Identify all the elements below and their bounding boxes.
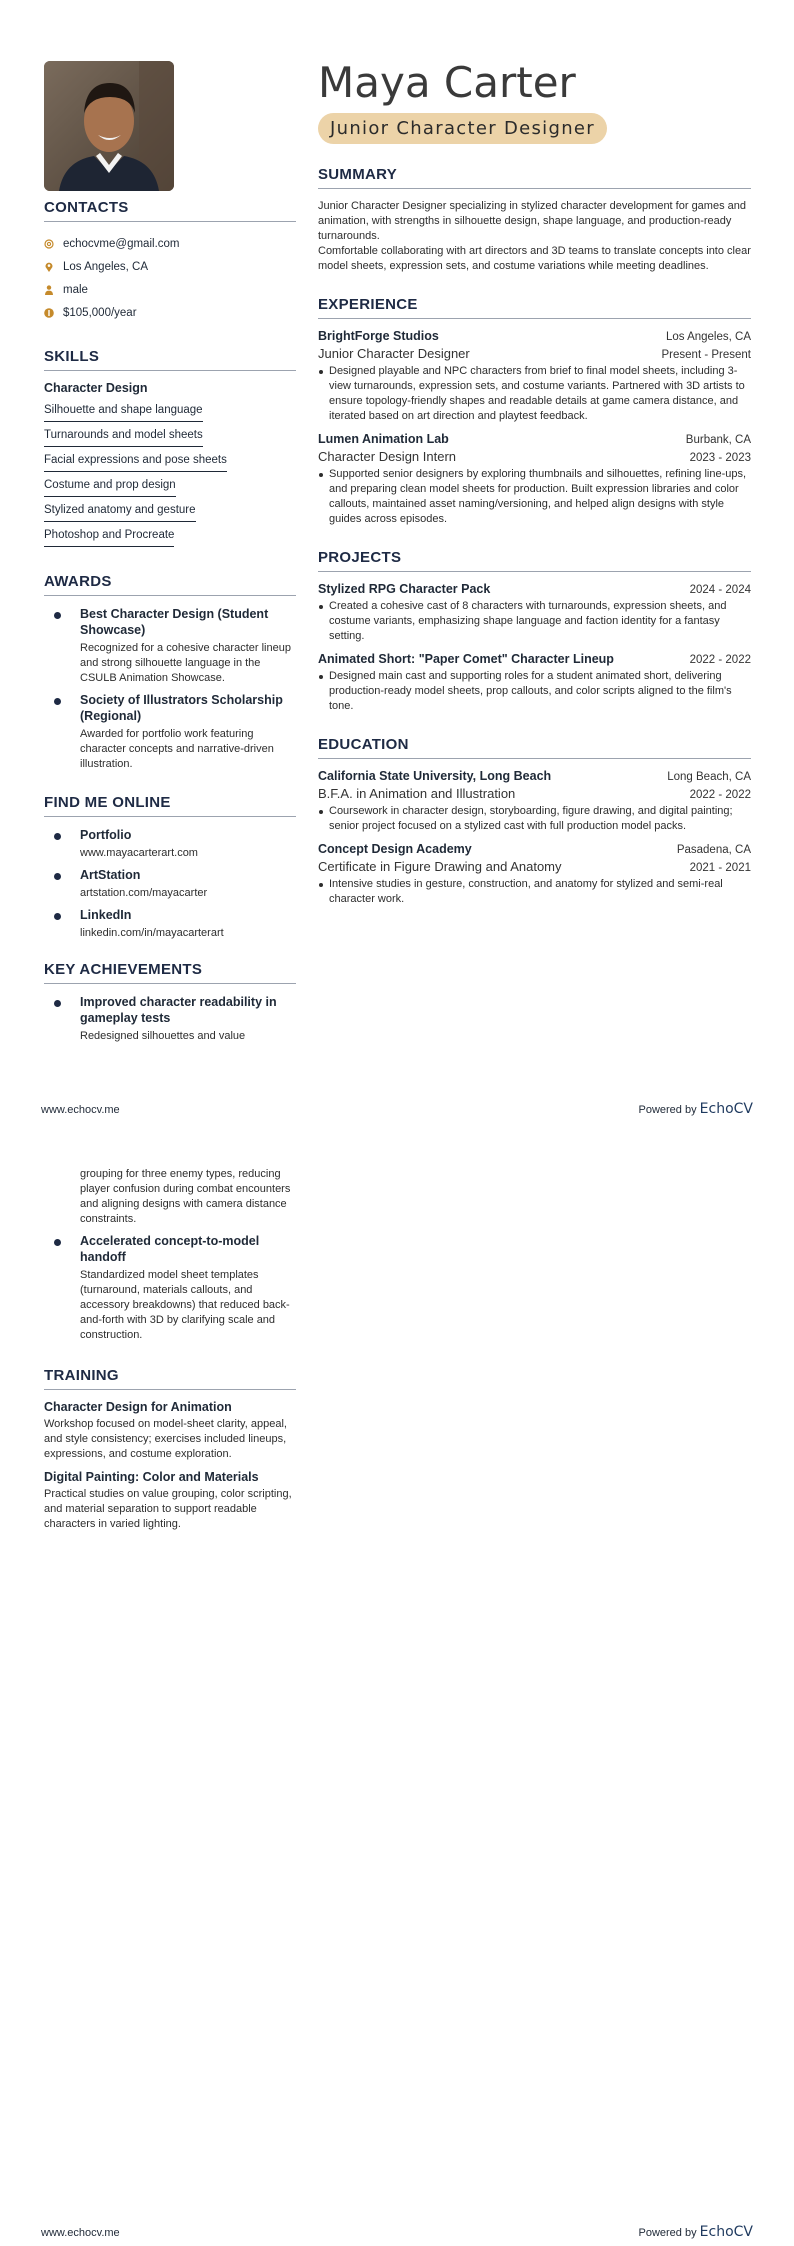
achievements-section [44,961,296,1044]
bullet-dot-icon [54,1000,61,1007]
achievements-heading: KEY ACHIEVEMENTS [44,961,296,984]
achievement-desc: Standardized model sheet templates (turnaround, materials callouts, and accessory breakdowns) that reduced back-and-forth with 3D by clarifying scale and construction. [80,1269,290,1341]
experience-bullet: Designed playable and NPC characters from brief to final model sheets, including 3-view turnarounds, expression sets, and costume variants. Partnered with 3D artists to ensure topology-friendly shapes and readable details at game camera distance, and iterated based on art direction and playtest feedback. [318,364,751,424]
online-link[interactable]: linkedin.com/in/mayacarterart [80,927,224,939]
achievement-item [44,1233,296,1343]
online-link[interactable]: artstation.com/mayacarter [80,887,208,899]
education-section [318,736,751,907]
contact-gender [44,278,296,301]
online-item[interactable] [44,827,296,861]
degree-dates: 2021 - 2021 [689,862,751,874]
training-desc: Workshop focused on model-sheet clarity, appeal, and style consistency; exercises included lineups, expressions, and costume exploration. [44,1418,287,1460]
summary-section [318,166,751,274]
education-entry [318,769,751,834]
contact-email[interactable] [44,232,296,255]
job-title-badge: Junior Character Designer [318,113,607,144]
footer-powered-by [639,1101,754,1117]
online-item[interactable] [44,867,296,901]
training-heading: TRAINING [44,1367,296,1390]
achievement-title: Accelerated concept-to-model handoff [80,1234,260,1264]
school-location: Pasadena, CA [676,844,751,856]
bullet-dot-icon [54,833,61,840]
company-location: Los Angeles, CA [665,331,751,343]
at-icon [44,239,54,249]
project-bullet: Created a cohesive cast of 8 characters with turnarounds, expression sheets, and costume variants, emphasizing shape language and faction identity for a fantasy setting. [318,599,751,644]
skill-item: Silhouette and shape language [44,399,203,422]
bullet-dot-icon [54,698,61,705]
profile-photo [44,61,174,191]
experience-section [318,296,751,527]
brand-logo[interactable]: EchoCV [699,1101,753,1117]
online-title: Portfolio [80,828,132,842]
projects-heading: PROJECTS [318,549,751,572]
training-item [44,1470,296,1532]
experience-entry [318,329,751,424]
project-name: Stylized RPG Character Pack [318,582,491,596]
education-bullet: Intensive studies in gesture, construction, and anatomy for stylized and semi-real character work. [318,877,751,907]
experience-entry [318,432,751,527]
achievement-desc: Redesigned silhouettes and value [80,1030,246,1042]
project-dates: 2024 - 2024 [689,584,751,596]
company-name: BrightForge Studios [318,329,439,343]
role-title: Junior Character Designer [318,346,470,361]
company-name: Lumen Animation Lab [318,432,449,446]
school-name: Concept Design Academy [318,842,472,856]
footer-url[interactable]: www.echocv.me [41,1104,120,1116]
achievement-item [44,994,296,1044]
training-title: Character Design for Animation [44,1400,232,1414]
contact-email-text: echocvme@gmail.com [63,237,180,250]
award-title: Society of Illustrators Scholarship (Regional) [80,693,283,723]
project-entry [318,652,751,714]
achievement-item-continued [44,1167,296,1227]
role-dates: Present - Present [661,349,751,361]
avatar-portrait-icon [44,61,174,191]
left-column [44,1167,296,1532]
online-heading: FIND ME ONLINE [44,794,296,817]
location-icon [44,262,54,272]
bullet-dot-icon [54,873,61,880]
bullet-dot-icon [54,1239,61,1246]
project-entry [318,582,751,644]
powered-by-label: Powered by [638,1104,697,1116]
project-dates: 2022 - 2022 [689,654,751,666]
online-section [44,794,296,941]
school-name: California State University, Long Beach [318,769,552,783]
powered-by-label: Powered by [638,2227,697,2239]
school-location: Long Beach, CA [667,771,751,783]
skills-heading: SKILLS [44,348,296,371]
company-location: Burbank, CA [685,434,751,446]
degree-dates: 2022 - 2022 [689,789,751,801]
online-title: LinkedIn [80,908,132,922]
skill-item: Stylized anatomy and gesture [44,499,196,522]
degree-name: Certificate in Figure Drawing and Anatomy [318,859,562,874]
contacts-heading: CONTACTS [44,199,296,222]
skill-item: Photoshop and Procreate [44,524,174,547]
left-column [44,199,296,1050]
bullet-dot-icon [54,913,61,920]
skill-item: Turnarounds and model sheets [44,424,203,447]
skills-section [44,348,296,549]
role-dates: 2023 - 2023 [689,452,751,464]
bullet-dot-icon [54,612,61,619]
footer-url[interactable]: www.echocv.me [41,2227,120,2239]
projects-section [318,549,751,714]
contact-salary [44,301,296,324]
training-section [44,1367,296,1532]
brand-logo[interactable]: EchoCV [699,2224,753,2240]
achievement-title: Improved character readability in gameplay tests [80,995,277,1025]
summary-paragraph: Junior Character Designer specializing in stylized character development for games and animation, with strengths in silhouette design, shape language, and production-ready turnarounds. [318,200,746,242]
degree-name: B.F.A. in Animation and Illustration [318,786,516,801]
online-title: ArtStation [80,868,141,882]
education-entry [318,842,751,907]
award-item [44,692,296,772]
contacts-section [44,199,296,324]
resume-page-2 [0,1123,794,2246]
awards-heading: AWARDS [44,573,296,596]
skill-group-title: Character Design [44,381,148,395]
award-desc: Awarded for portfolio work featuring character concepts and narrative-driven illustration. [80,728,274,770]
footer-powered-by [639,2224,754,2240]
right-column [318,58,751,907]
summary-paragraph: Comfortable collaborating with art directors and 3D teams to translate concepts into clear model sheets, expression sets, and costume variations while meeting deadlines. [318,245,751,272]
awards-section [44,573,296,772]
award-item [44,606,296,686]
contact-salary-text: $105,000/year [63,306,137,319]
person-icon [44,285,54,295]
skill-item: Costume and prop design [44,474,176,497]
online-item[interactable] [44,907,296,941]
award-desc: Recognized for a cohesive character lineup and strong silhouette language in the CSULB Animation Showcase. [80,642,291,684]
education-heading: EDUCATION [318,736,751,759]
contact-location-text: Los Angeles, CA [63,260,149,273]
contact-location [44,255,296,278]
achievement-desc: grouping for three enemy types, reducing player confusion during combat encounters and aligning designs with camera distance constraints. [80,1168,291,1225]
skill-item: Facial expressions and pose sheets [44,449,227,472]
award-title: Best Character Design (Student Showcase) [80,607,269,637]
candidate-name: Maya Carter [318,58,576,107]
online-link[interactable]: www.mayacarterart.com [80,847,198,859]
contact-gender-text: male [63,283,88,296]
experience-heading: EXPERIENCE [318,296,751,319]
project-bullet: Designed main cast and supporting roles for a student animated short, delivering production-ready model sheets, prop callouts, and color scripts aligned to the film's tone. [318,669,751,714]
training-desc: Practical studies on value grouping, color scripting, and material separation to support readable characters in varied lighting. [44,1488,292,1530]
training-item [44,1400,296,1462]
money-icon [44,308,54,318]
project-name: Animated Short: "Paper Comet" Character Lineup [318,652,614,666]
summary-heading: SUMMARY [318,166,751,189]
education-bullet: Coursework in character design, storyboarding, figure drawing, and digital painting; senior project focused on a stylized cast with full production model packs. [318,804,751,834]
training-title: Digital Painting: Color and Materials [44,1470,259,1484]
role-title: Character Design Intern [318,449,457,464]
experience-bullet: Supported senior designers by exploring thumbnails and silhouettes, refining line-ups, and preparing clean model sheets for production. Built expression libraries and color callouts, maintained asset naming/versioning, and helped align designs with style guides across episodes. [318,467,751,527]
